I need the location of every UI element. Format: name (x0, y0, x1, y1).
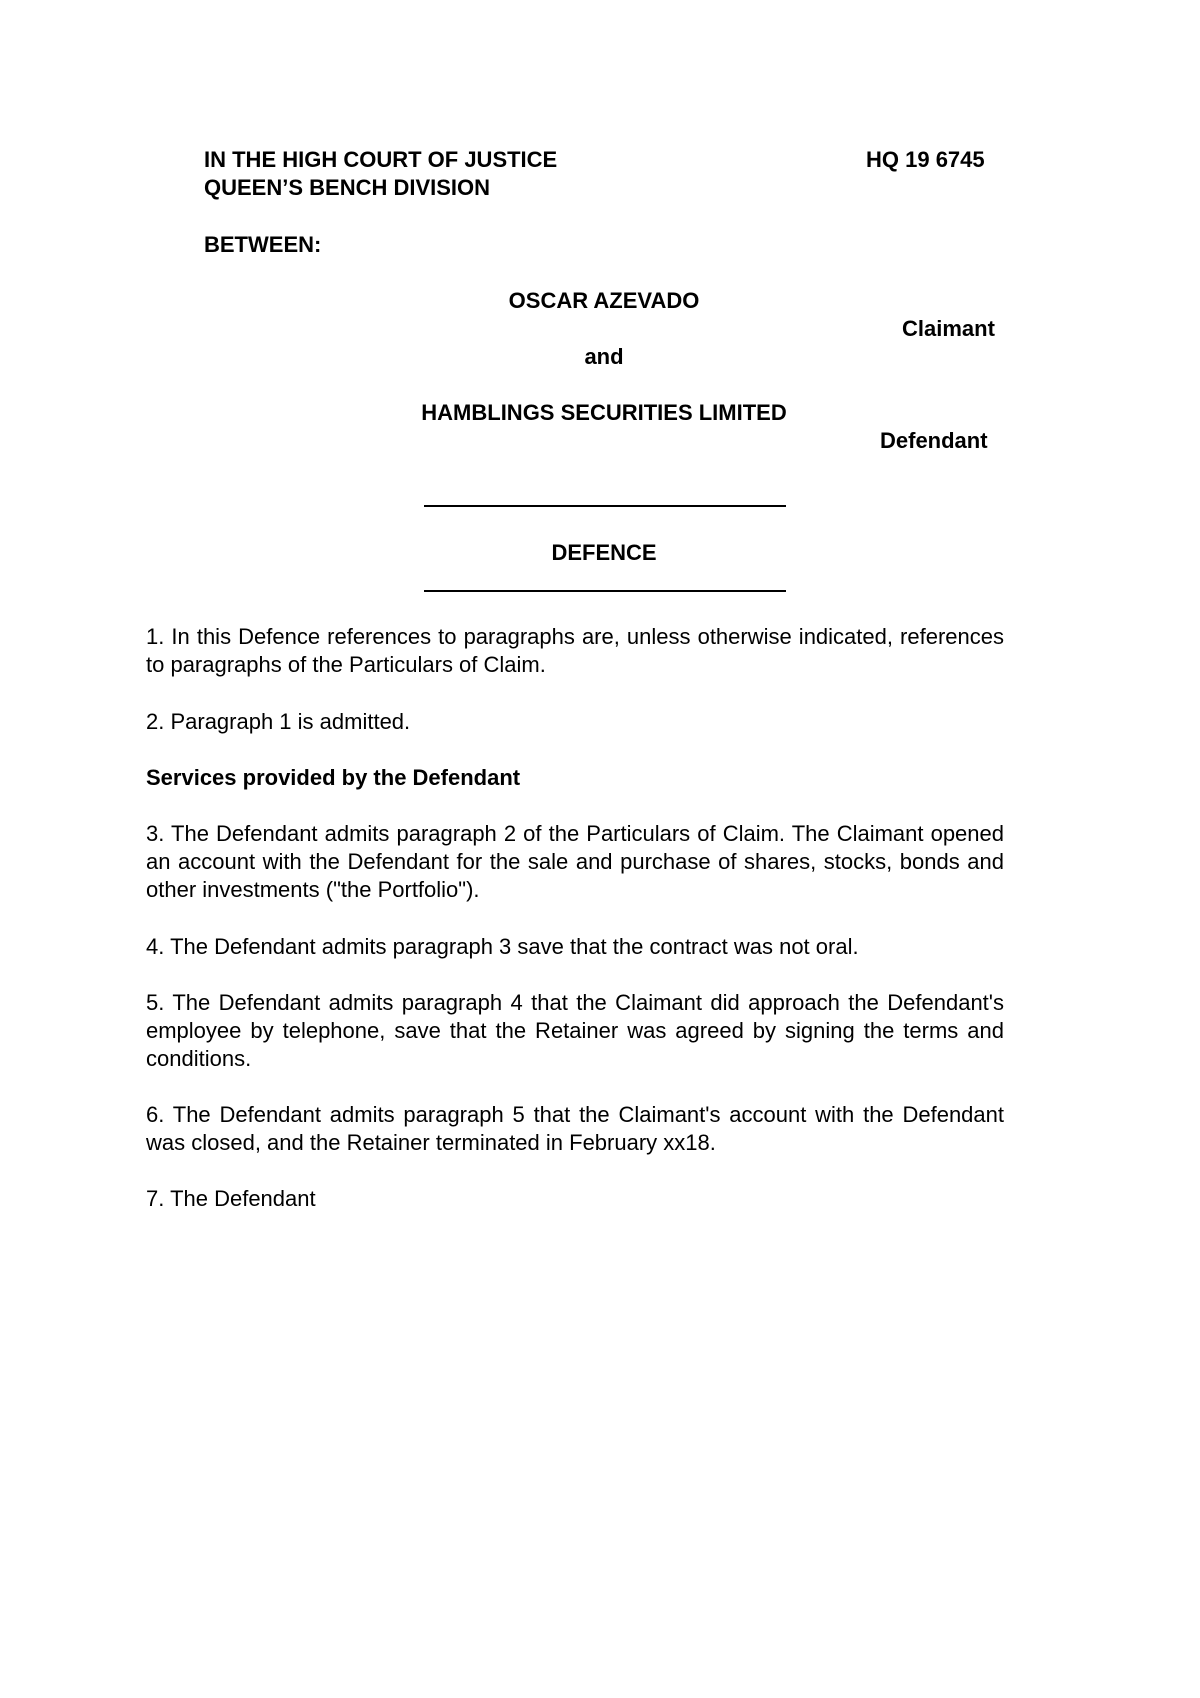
court-division: QUEEN’S BENCH DIVISION (204, 175, 491, 200)
defendant-name: HAMBLINGS SECURITIES LIMITED (421, 400, 787, 425)
claim-number: HQ 19 6745 (866, 147, 985, 172)
paragraph-2: 2. Paragraph 1 is admitted. (146, 709, 411, 734)
between-label: BETWEEN: (204, 232, 322, 257)
defendant-role: Defendant (880, 428, 988, 453)
title-rule-top (424, 505, 786, 507)
paragraph-6: 6. The Defendant admits paragraph 5 that the Claimant's account with the Defendant was closed, and the Retainer terminated in February xx18. (146, 1102, 1004, 1155)
document-title: DEFENCE (551, 540, 657, 565)
paragraph-7: 7. The Defendant (146, 1186, 316, 1211)
paragraph-4: 4. The Defendant admits paragraph 3 save that the contract was not oral. (146, 934, 859, 959)
claimant-role: Claimant (902, 316, 995, 341)
and-separator: and (584, 344, 624, 369)
paragraph-1: 1. In this Defence references to paragraphs are, unless otherwise indicated, references to paragraphs of the Particulars of Claim. (146, 624, 1004, 677)
court-name: IN THE HIGH COURT OF JUSTICE (204, 147, 558, 172)
paragraph-5: 5. The Defendant admits paragraph 4 that the Claimant did approach the Defendant's employee by telephone, save that the Retainer was agreed by signing the terms and conditions. (146, 990, 1004, 1071)
paragraph-3: 3. The Defendant admits paragraph 2 of the Particulars of Claim. The Claimant opened an account with the Defendant for the sale and purchase of shares, stocks, bonds and other investments ("the Portfolio"). (146, 821, 1004, 902)
title-rule-bottom (424, 590, 786, 592)
claimant-name: OSCAR AZEVADO (508, 288, 700, 313)
section-heading-services: Services provided by the Defendant (146, 765, 521, 790)
